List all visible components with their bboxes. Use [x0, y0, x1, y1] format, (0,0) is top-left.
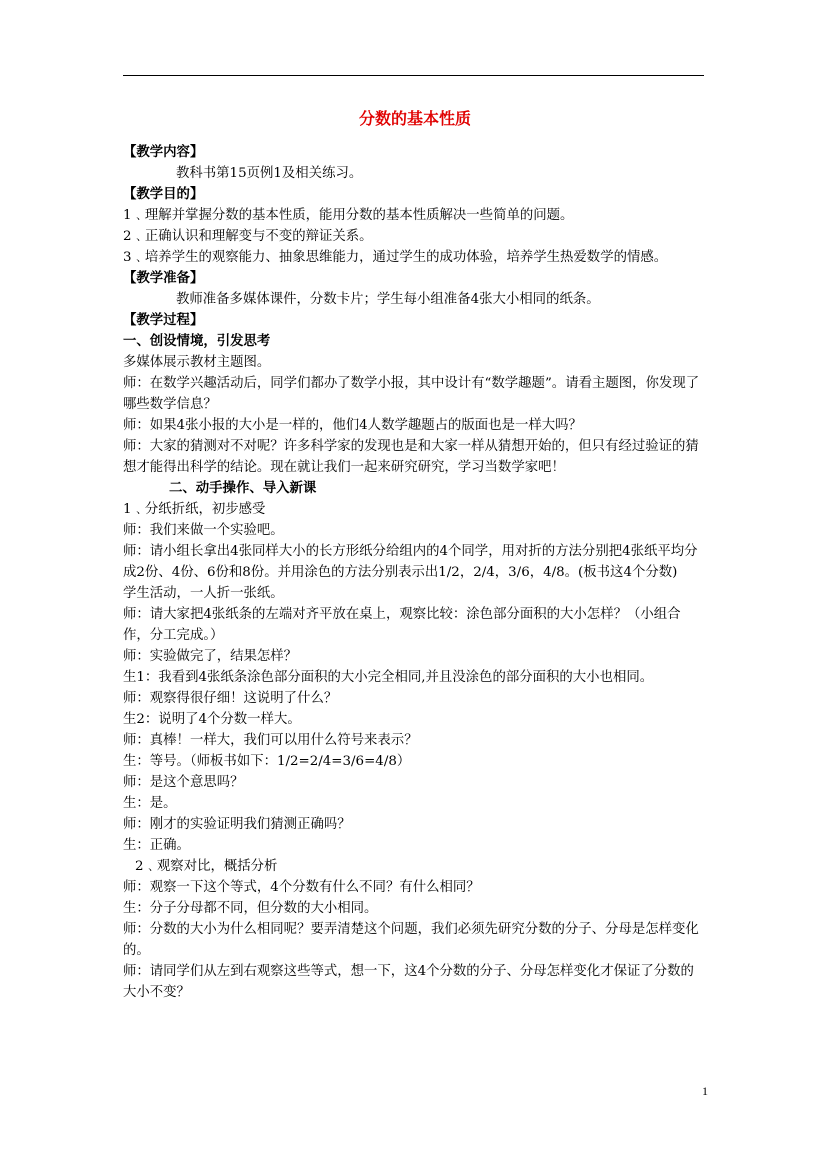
paragraph: 2﹑正确认识和理解变与不变的辩证关系。	[123, 229, 373, 244]
paragraph: 师：观察得很仔细！这说明了什么？	[123, 691, 338, 706]
section-heading: 【教学准备】	[123, 270, 204, 286]
paragraph: 教师准备多媒体课件，分数卡片；学生每小组准备4张大小相同的纸条。	[176, 292, 600, 307]
paragraph: 1﹑理解并掌握分数的基本性质，能用分数的基本性质解决一些简单的问题。	[123, 208, 574, 223]
document-body	[123, 108, 707, 1003]
section-heading: 一、创设情境，引发思考	[123, 333, 271, 349]
paragraph: 生：等号。（师板书如下：1/2=2/4=3/6=4/8）	[123, 754, 411, 769]
paragraph: 师：我们来做一个实验吧。	[123, 523, 284, 538]
section-heading: 【教学内容】	[123, 144, 204, 160]
header-rule	[123, 75, 704, 76]
paragraph: 师：分数的大小为什么相同呢？要弄清楚这个问题，我们必须先研究分数的分子、分母是怎样变化的。	[123, 922, 699, 958]
paragraph: 师：在数学兴趣活动后，同学们都办了数学小报，其中设计有“数学趣题”。请看主题图，你发现了哪些数学信息？	[123, 376, 700, 412]
paragraph: 生2：说明了4个分数一样大。	[123, 712, 301, 727]
paragraph: 师：请小组长拿出4张同样大小的长方形纸分给组内的4个同学，用对折的方法分别把4张纸平均分成2份、4份、6份和8份。并用涂色的方法分别表示出1/2，2/4，3/6，4/8。(板书这4个分数)	[123, 544, 698, 580]
paragraph: 师：请同学们从左到右观察这些等式，想一下，这4个分数的分子、分母怎样变化才保证了分数的大小不变？	[123, 964, 694, 1000]
paragraph: 3﹑培养学生的观察能力、抽象思维能力，通过学生的成功体验，培养学生热爱数学的情感。	[123, 250, 668, 265]
paragraph: 生1：我看到4张纸条涂色部分面积的大小完全相同,并且没涂色的部分面积的大小也相同。	[123, 670, 654, 685]
document-title: 分数的基本性质	[358, 109, 471, 128]
paragraph: 1﹑分纸折纸，初步感受	[123, 502, 266, 517]
section-heading: 【教学过程】	[123, 312, 204, 328]
paragraph: 生：是。	[123, 796, 177, 811]
paragraph: 学生活动，一人折一张纸。	[123, 586, 284, 601]
paragraph: 师：刚才的实验证明我们猜测正确吗？	[123, 817, 351, 832]
paragraph: 师：请大家把4张纸条的左端对齐平放在桌上，观察比较：涂色部分面积的大小怎样？（小组合作，分工完成。）	[123, 607, 681, 643]
paragraph: 2﹑观察对比，概括分析	[135, 859, 278, 874]
paragraph: 教科书第15页例1及相关练习。	[176, 166, 363, 181]
paragraph: 师：是这个意思吗？	[123, 775, 244, 790]
page-number: 1	[702, 1084, 708, 1098]
section-heading: 【教学目的】	[123, 186, 204, 202]
section-heading: 二、动手操作、导入新课	[169, 480, 317, 496]
paragraph: 生：分子分母都不同，但分数的大小相同。	[123, 901, 378, 916]
paragraph: 师：观察一下这个等式，4个分数有什么不同？有什么相同？	[123, 880, 480, 895]
paragraph: 师：真棒！一样大，我们可以用什么符号来表示？	[123, 733, 418, 748]
paragraph: 师：实验做完了，结果怎样？	[123, 649, 298, 664]
paragraph: 生：正确。	[123, 838, 190, 853]
paragraph-list	[123, 142, 707, 1003]
paragraph: 多媒体展示教材主题图。	[123, 355, 271, 370]
paragraph: 师：大家的猜测对不对呢？许多科学家的发现也是和大家一样从猜想开始的，但只有经过验证的猜想才能得出科学的结论。现在就让我们一起来研究研究，学习当数学家吧！	[123, 439, 699, 475]
paragraph: 师：如果4张小报的大小是一样的，他们4人数学趣题占的版面也是一样大吗？	[123, 418, 582, 433]
